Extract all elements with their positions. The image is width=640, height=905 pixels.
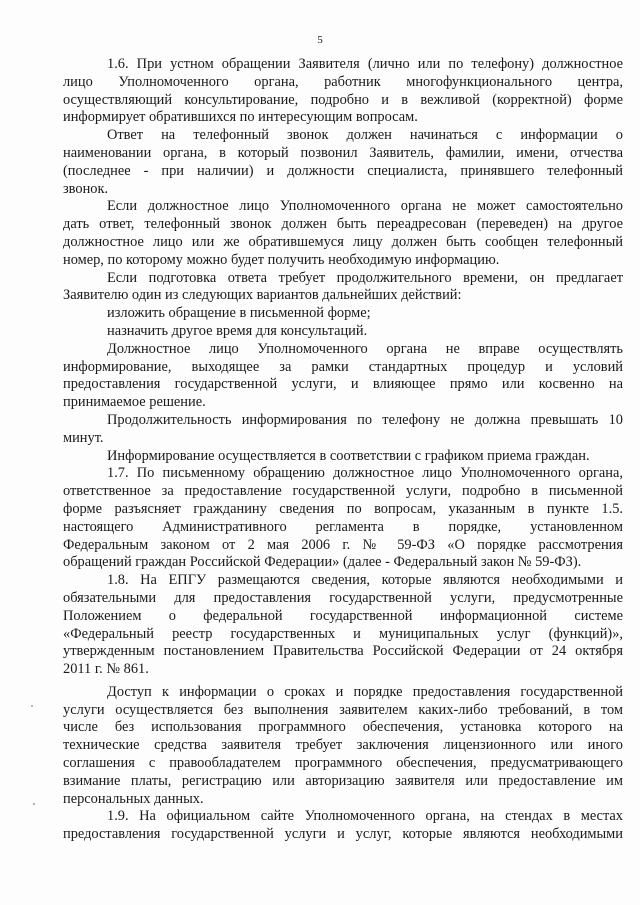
text-line: предоставления государственной услуги, и влияющее прямо или косвенно на bbox=[63, 376, 623, 393]
text-line: должностное лицо или же обратившемуся лицу должен быть сообщен телефонный bbox=[63, 233, 623, 250]
text-line: технические средства заявителя требует заключения лицензионного или иного bbox=[63, 737, 623, 754]
text-line: Должностное лицо Уполномоченного органа не вправе осуществлять bbox=[107, 340, 623, 357]
document-body bbox=[63, 56, 623, 844]
text-line: Информирование осуществляется в соответствии с графиком приема граждан. bbox=[107, 447, 590, 464]
text-line: минут. bbox=[63, 429, 104, 446]
text-line: наименовании органа, в который позвонил Заявитель, фамилии, имени, отчества bbox=[63, 144, 623, 161]
text-line: услуги осуществляется без выполнения заявителем каких-либо требований, в том bbox=[63, 701, 623, 718]
text-line: Ответ на телефонный звонок должен начинаться с информации о bbox=[107, 127, 623, 144]
text-line: информирует обратившихся по интересующим вопросам. bbox=[63, 109, 418, 126]
text-line: информирование, выходящее за рамки стандартных процедур и условий bbox=[63, 358, 623, 375]
text-line: ответственное за предоставление государственной услуги, подробно в письменной bbox=[63, 483, 623, 500]
text-line: «Федеральный реестр государственных и муниципальных услуг (функций)», bbox=[63, 625, 623, 642]
text-line: назначить другое время для консультаций. bbox=[107, 322, 368, 339]
text-line: 1.9. На официальном сайте Уполномоченного органа, на стендах в местах bbox=[107, 808, 623, 825]
text-line: дать ответ, телефонный звонок должен быть переадресован (переведен) на другое bbox=[63, 216, 623, 233]
text-line: лицо Уполномоченного органа, работник многофункционального центра, bbox=[63, 73, 623, 90]
text-line: принимаемое решение. bbox=[63, 394, 206, 411]
text-line: утвержденным постановлением Правительства Российской Федерации от 24 октября bbox=[63, 643, 623, 660]
text-line: форме разъясняет гражданину сведения по вопросам, указанным в пункте 1.5. bbox=[63, 500, 623, 517]
text-line: осуществляющий консультирование, подробно и в вежливой (корректной) форме bbox=[63, 91, 623, 108]
text-line: звонок. bbox=[63, 180, 109, 197]
text-line: 2011 г. № 861. bbox=[63, 661, 149, 678]
text-line: соглашения с правообладателем программного обеспечения, предусматривающего bbox=[63, 755, 623, 772]
text-line: настоящего Административного регламента в порядке, установленном bbox=[63, 518, 623, 535]
text-line: 1.7. По письменному обращению должностное лицо Уполномоченного органа, bbox=[107, 465, 623, 482]
text-line: Доступ к информации о сроках и порядке предоставления государственной bbox=[107, 683, 623, 700]
text-line: 1.6. При устном обращении Заявителя (лично или по телефону) должностное bbox=[107, 56, 623, 72]
scan-speck bbox=[31, 705, 33, 707]
text-line: Продолжительность информирования по телефону не должна превышать 10 bbox=[107, 411, 623, 428]
scan-speck bbox=[33, 803, 35, 805]
text-line: Положением о федеральной государственной информационной системе bbox=[63, 607, 623, 624]
text-line: числе без использования программного обеспечения, установка которого на bbox=[63, 719, 623, 736]
text-line: (последнее - при наличии) и должности специалиста, принявшего телефонный bbox=[63, 162, 623, 179]
text-line: изложить обращение в письменной форме; bbox=[107, 305, 371, 322]
text-line: Заявителю один из следующих вариантов дальнейших действий: bbox=[63, 287, 462, 304]
text-line: предоставления государственной услуги и услуг, которые являются необходимыми bbox=[63, 826, 623, 843]
page-number: 5 bbox=[317, 34, 323, 46]
text-line: Если должностное лицо Уполномоченного органа не может самостоятельно bbox=[107, 198, 623, 215]
text-line: номер, по которому можно будет получить необходимую информацию. bbox=[63, 251, 500, 268]
text-line: взимание платы, регистрацию или авторизацию заявителя или предоставление им bbox=[63, 772, 623, 789]
text-line: обращений граждан Российской Федерации» (далее - Федеральный закон № 59-ФЗ). bbox=[63, 554, 582, 571]
text-line: 1.8. На ЕПГУ размещаются сведения, которые являются необходимыми и bbox=[107, 572, 623, 589]
text-line: Если подготовка ответа требует продолжительного времени, он предлагает bbox=[107, 269, 623, 286]
text-line: персональных данных. bbox=[63, 790, 204, 807]
text-line: обязательными для предоставления государственной услуги, предусмотренные bbox=[63, 589, 623, 606]
text-line: Федеральным законом от 2 мая 2006 г. № 59-ФЗ «О порядке рассмотрения bbox=[63, 536, 623, 553]
